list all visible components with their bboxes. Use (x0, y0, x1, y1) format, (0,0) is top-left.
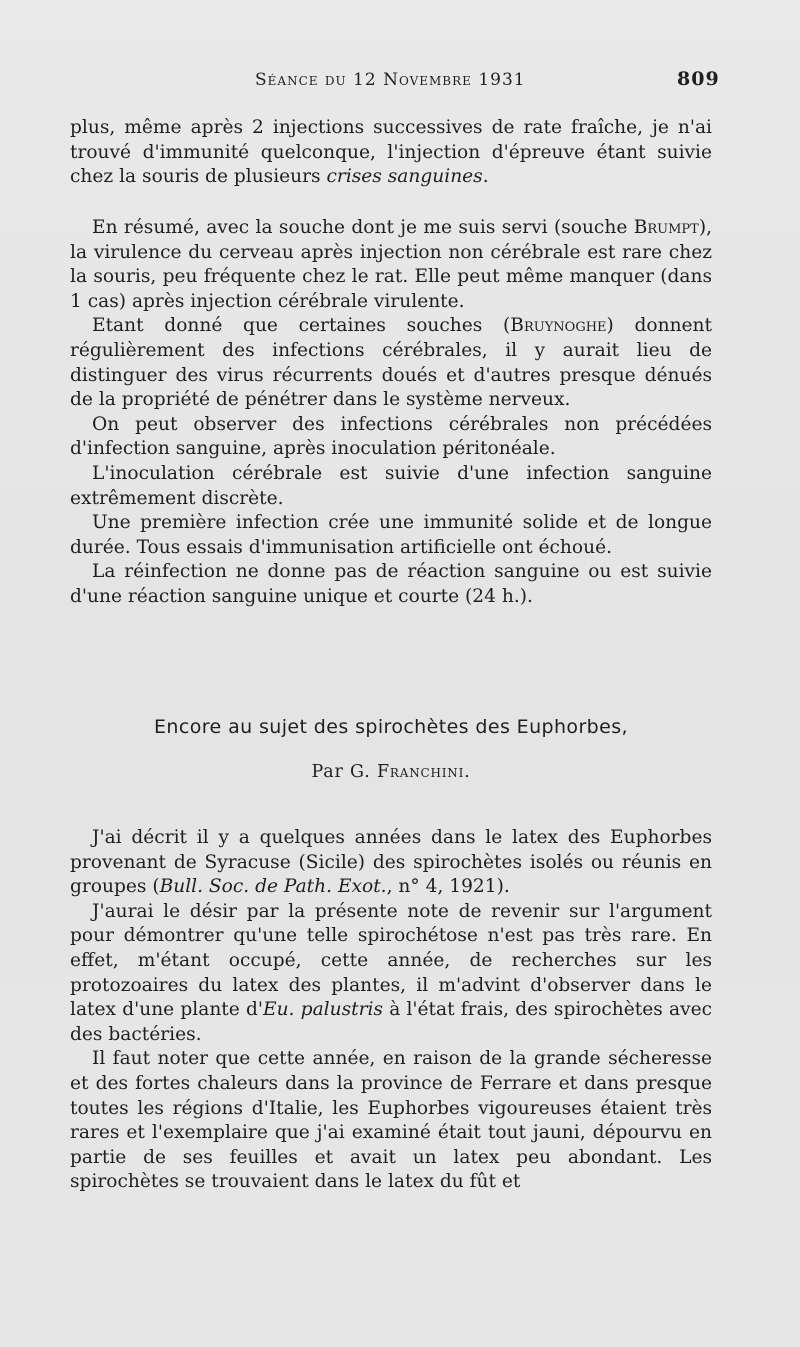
paragraph: Une première infection crée une immunité solide et de longue durée. Tous essais d'immunisation artificielle ont échoué. (70, 512, 712, 558)
text-run: Etant donné que certaines souches ( (92, 315, 511, 337)
article-title: Encore au sujet des spirochètes des Euphorbes, (154, 716, 628, 738)
running-head: Séance du 12 Novembre 1931 (255, 70, 526, 90)
page-number: 809 (677, 68, 720, 90)
article-body (70, 826, 712, 1195)
continued-paragraph (70, 116, 712, 190)
paragraph (70, 900, 712, 1048)
text-run: ), la virulence du cerveau après injection non cérébrale est rare chez la souris, peu fréquente chez le rat. Elle peut même manquer (dans 1 cas) après injection cérébrale virulente. (70, 217, 712, 312)
text-run: plus, même après 2 injections successives de rate fraîche, je n'ai trouvé d'immunité quelconque, l'injection d'épreuve étant suivie chez la souris de plusieurs (70, 117, 712, 188)
byline (0, 762, 782, 782)
running-header (0, 66, 800, 96)
text-run: . (482, 166, 489, 188)
summary-section (70, 216, 712, 610)
paragraph: Il faut noter que cette année, en raison de la grande sécheresse et des fortes chaleurs dans la province de Ferrare et dans presque toutes les régions d'Italie, les Euphorbes vigoureuses étaient très rares et l'exemplaire que j'ai examiné était tout jauni, dépourvu en partie de ses feuilles et avait un latex peu abondant. Les spirochètes se trouvaient dans le latex du fût et (70, 1048, 712, 1193)
text-run: En résumé, avec la souche dont je me suis servi (souche (92, 217, 628, 238)
text-run: , n° 4, 1921). (386, 876, 510, 898)
italic-term: crises sanguines (326, 166, 483, 188)
text-run: à l'état frais, des spirochètes avec des bactéries. (70, 999, 713, 1045)
paragraph (70, 216, 712, 314)
paragraph (70, 116, 712, 190)
text-run: J'ai décrit il y a quelques années dans le latex des Euphorbes provenant de Syracuse (Sicile) des spirochètes isolés ou réunis en groupes ( (70, 827, 712, 898)
author-name: Franchini. (376, 762, 471, 782)
paragraph: L'inoculation cérébrale est suivie d'une infection sanguine extrêmement discrète. (70, 462, 712, 509)
text-run: J'aurai le désir par la présente note de revenir sur l'argument pour démontrer qu'une telle spirochétose n'est pas très rare. En effet, m'étant occupé, cette année, de recherches sur les protozoaires du latex des plantes, il m'advint d'observer dans le latex d'une plante d' (70, 900, 712, 1021)
citation: Bull. Soc. de Path. Exot. (159, 876, 387, 898)
author-name: Bruynoghe (510, 315, 607, 337)
paragraph (70, 826, 712, 900)
paragraph (70, 314, 712, 412)
species-name: Eu. palustris (263, 999, 383, 1021)
byline-prefix: Par G. (311, 762, 371, 782)
paragraph: La réinfection ne donne pas de réaction sanguine ou est suivie d'une réaction sanguine unique et courte (24 h.). (70, 561, 712, 607)
author-name: Brumpt (633, 217, 699, 238)
paragraph: On peut observer des infections cérébrales non précédées d'infection sanguine, après inoculation péritonéale. (70, 413, 712, 460)
text-run: ) donnent régulièrement des infections cérébrales, il y aurait lieu de distinguer des virus récurrents doués et d'autres presque dénués de la propriété de pénétrer dans le système nerveux. (70, 315, 712, 411)
